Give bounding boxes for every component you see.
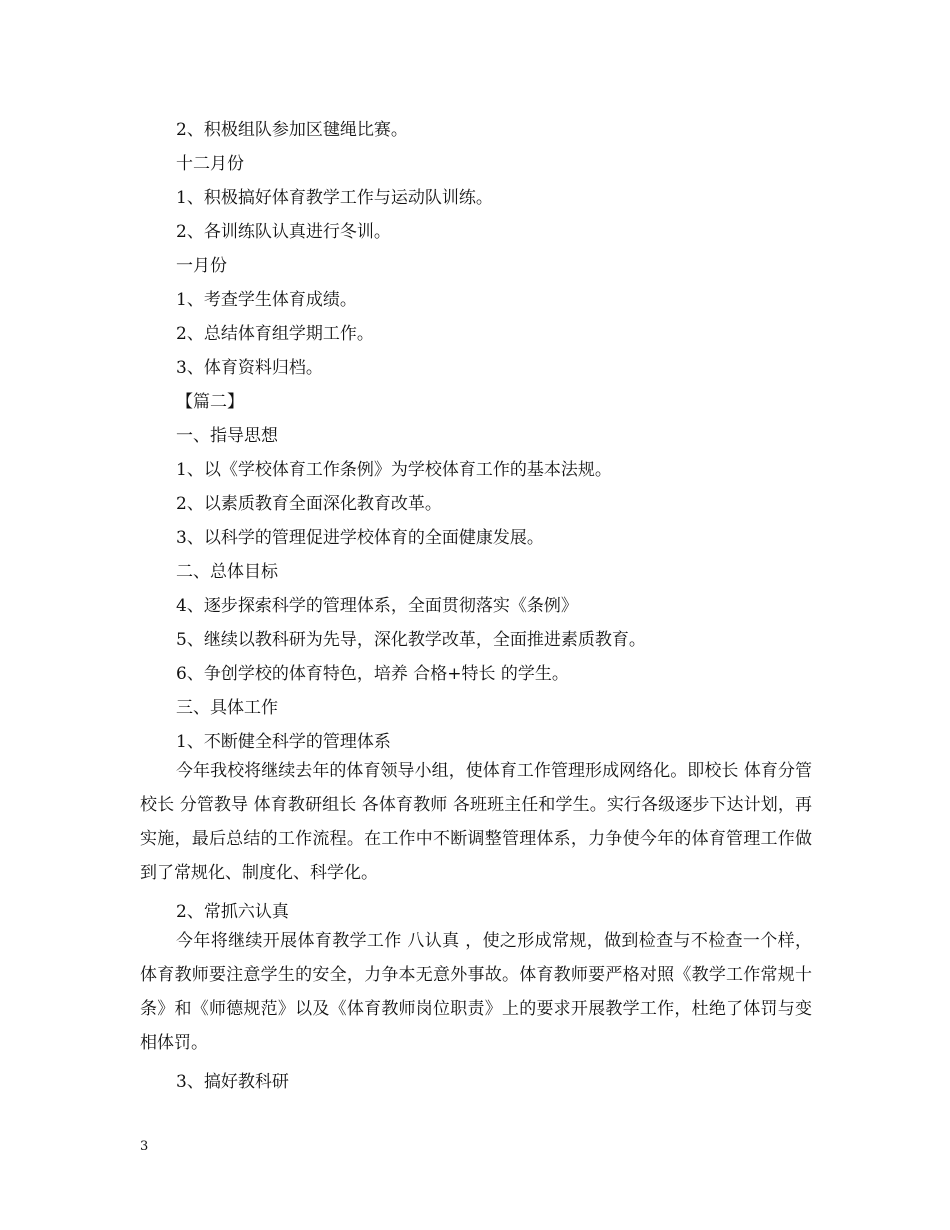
section-heading-part-two: 【篇二】 — [176, 392, 244, 412]
text-line: 3、以科学的管理促进学校体育的全面健康发展。 — [176, 528, 544, 548]
subheading-six-diligences: 2、常抓六认真 — [176, 902, 289, 922]
month-heading-january: 一月份 — [176, 256, 227, 276]
section-heading-specific-work: 三、具体工作 — [176, 698, 278, 718]
text-line: 2、以素质教育全面深化教育改革。 — [176, 494, 442, 514]
section-heading-overall-goals: 二、总体目标 — [176, 562, 278, 582]
body-paragraph-management: 今年我校将继续去年的体育领导小组，使体育工作管理形成网络化。即校长 体育分管校长 分管教导 体育教研组长 各体育教师 各班班主任和学生。实行各级逐步下达计划，再实施，最后总结的工作流程。在工作中不断调整管理体系，力争使今年的体育管理工作做到了常规化、制度化、科学化。 — [140, 761, 812, 883]
page-number: 3 — [140, 1139, 149, 1154]
month-heading-december: 十二月份 — [176, 154, 244, 174]
text-line: 2、积极组队参加区毽绳比赛。 — [176, 120, 408, 140]
section-heading-guiding-ideology: 一、指导思想 — [176, 426, 278, 446]
text-line: 5、继续以教科研为先导，深化教学改革，全面推进素质教育。 — [176, 630, 646, 650]
text-line: 2、总结体育组学期工作。 — [176, 324, 374, 344]
body-paragraph-teaching-routine: 今年将继续开展体育教学工作 八认真 ，使之形成常规，做到检查与不检查一个样，体育教师要注意学生的安全，力争本无意外事故。体育教师要严格对照《教学工作常规十条》和《师德规范》以及《体育教师岗位职责》上的要求开展教学工作，杜绝了体罚与变相体罚。 — [140, 931, 812, 1053]
text-line: 2、各训练队认真进行冬训。 — [176, 222, 391, 242]
text-line: 6、争创学校的体育特色，培养 合格+特长 的学生。 — [176, 664, 569, 684]
text-line: 1、以《学校体育工作条例》为学校体育工作的基本法规。 — [176, 460, 612, 480]
text-line: 4、逐步探索科学的管理体系，全面贯彻落实《条例》 — [176, 596, 578, 616]
subheading-research: 3、搞好教科研 — [176, 1072, 289, 1092]
text-line: 1、考查学生体育成绩。 — [176, 290, 357, 310]
text-line: 3、体育资料归档。 — [176, 358, 323, 378]
subheading-management-system: 1、不断健全科学的管理体系 — [176, 732, 391, 752]
text-line: 1、积极搞好体育教学工作与运动队训练。 — [176, 188, 493, 208]
